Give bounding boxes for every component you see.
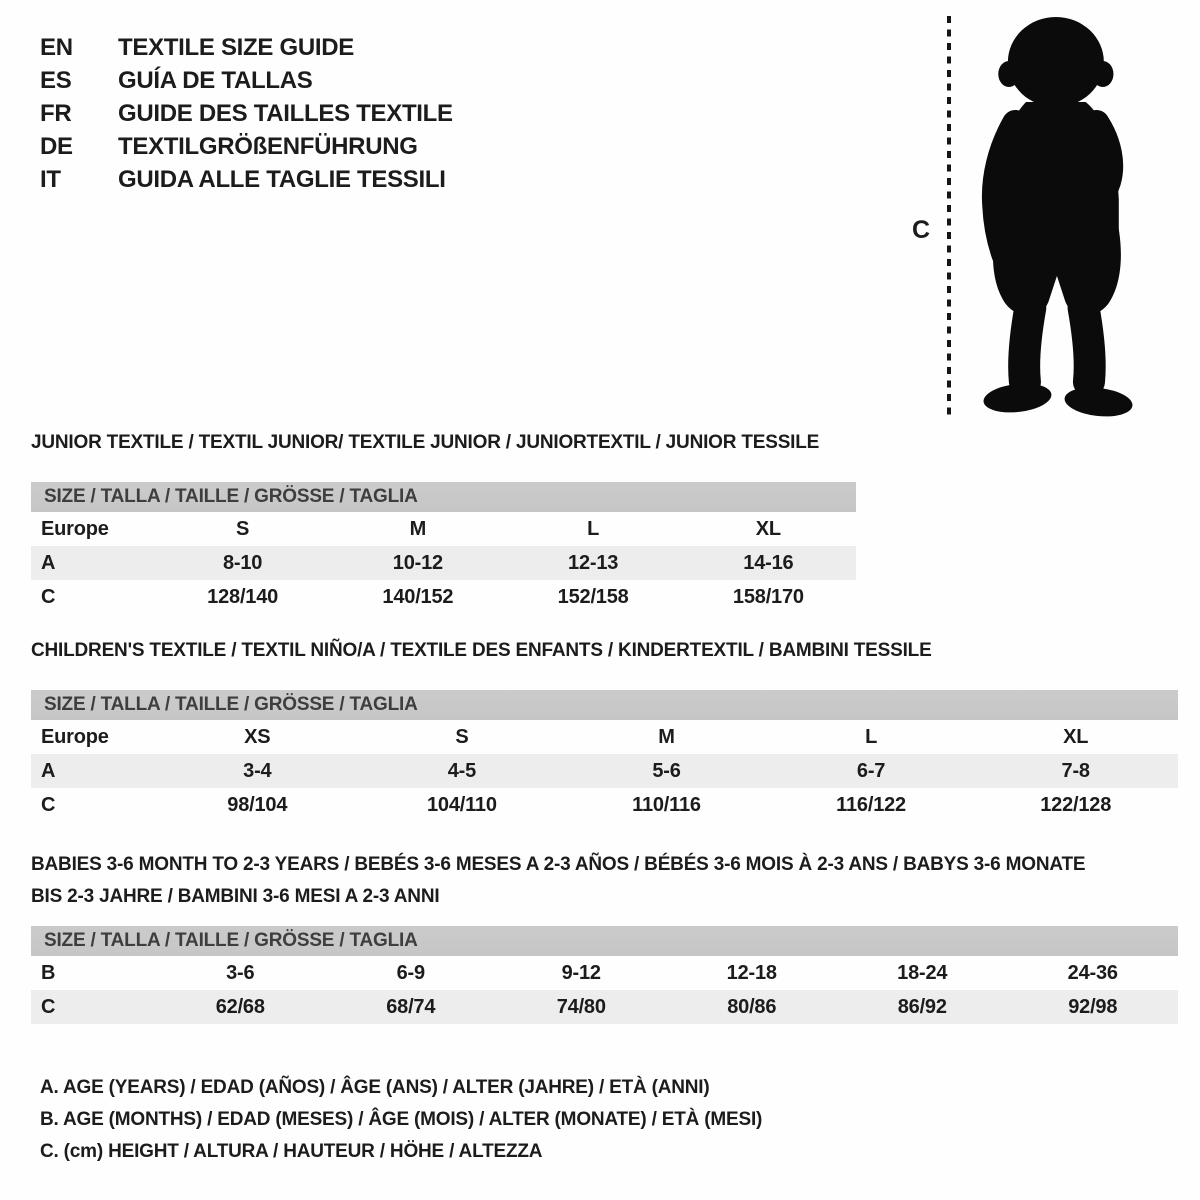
age-cell: 3-4 bbox=[243, 760, 272, 782]
height-cell: 152/158 bbox=[557, 586, 629, 608]
height-cell: 116/122 bbox=[836, 794, 906, 816]
age-cell: 12-18 bbox=[726, 962, 777, 984]
junior-size-table bbox=[31, 482, 856, 614]
age-cell: 5-6 bbox=[652, 760, 681, 782]
height-cell: 98/104 bbox=[227, 794, 288, 816]
table-row-europe bbox=[31, 720, 1178, 754]
lang-code: IT bbox=[40, 166, 61, 193]
table-row-europe bbox=[31, 512, 856, 546]
height-cell: 128/140 bbox=[207, 586, 279, 608]
height-cell: 80/86 bbox=[727, 996, 777, 1018]
height-cell: 110/116 bbox=[632, 794, 701, 816]
lang-row-fr bbox=[40, 97, 453, 130]
toddler-silhouette-icon bbox=[962, 10, 1154, 420]
height-cell: 104/110 bbox=[426, 794, 497, 816]
size-cell: S bbox=[455, 726, 469, 748]
lang-label: GUIDE DES TAILLES TEXTILE bbox=[118, 100, 453, 127]
age-cell: 7-8 bbox=[1061, 760, 1090, 782]
row-label: C bbox=[41, 586, 56, 608]
section-babies-textile bbox=[31, 849, 1178, 1024]
lang-row-en bbox=[40, 31, 453, 64]
age-cell: 3-6 bbox=[226, 962, 255, 984]
lang-label: TEXTILE SIZE GUIDE bbox=[118, 34, 354, 61]
language-title-list bbox=[40, 31, 453, 196]
height-measure-label: C bbox=[912, 216, 931, 244]
table-row-height bbox=[31, 990, 1178, 1024]
children-size-table bbox=[31, 690, 1178, 822]
row-label: C bbox=[41, 794, 56, 816]
age-cell: 9-12 bbox=[561, 962, 601, 984]
height-dashed-line bbox=[947, 16, 951, 416]
age-cell: 12-13 bbox=[568, 552, 619, 574]
row-label: A bbox=[41, 552, 56, 574]
table-row-age-months bbox=[31, 956, 1178, 990]
height-cell: 158/170 bbox=[732, 586, 804, 608]
legend-line-a: A. AGE (YEARS) / EDAD (AÑOS) / ÂGE (ANS) / ALTER (JAHRE) / ETÀ (ANNI) bbox=[40, 1077, 710, 1098]
lang-label: TEXTILGRÖßENFÜHRUNG bbox=[118, 133, 418, 160]
age-cell: 4-5 bbox=[447, 760, 477, 782]
age-cell: 10-12 bbox=[392, 552, 443, 574]
legend-line-b: B. AGE (MONTHS) / EDAD (MESES) / ÂGE (MOIS) / ALTER (MONATE) / ETÀ (MESI) bbox=[40, 1109, 763, 1130]
lang-code: ES bbox=[40, 67, 72, 94]
age-cell: 14-16 bbox=[743, 552, 794, 574]
lang-row-it bbox=[40, 163, 453, 196]
size-cell: XS bbox=[244, 726, 271, 748]
row-label: A bbox=[41, 760, 56, 782]
height-cell: 140/152 bbox=[382, 586, 454, 608]
lang-code: EN bbox=[40, 34, 73, 61]
section-title: BABIES 3-6 MONTH TO 2-3 YEARS / BEBÉS 3-6 MESES A 2-3 AÑOS / BÉBÉS 3-6 MOIS À 2-3 ANS / BABYS 3-6 MONATE BIS 2-3 JAHRE / BAMBINI 3-6 MESI A 2-3 ANNI bbox=[31, 854, 1086, 907]
age-cell: 24-36 bbox=[1067, 962, 1118, 984]
height-cell: 74/80 bbox=[556, 996, 606, 1018]
lang-label: GUÍA DE TALLAS bbox=[118, 67, 313, 94]
height-cell: 86/92 bbox=[897, 996, 947, 1018]
size-table-header: SIZE / TALLA / TAILLE / GRÖSSE / TAGLIA bbox=[31, 690, 1178, 720]
size-cell: S bbox=[236, 518, 250, 540]
legend-line-c: C. (cm) HEIGHT / ALTURA / HAUTEUR / HÖHE / ALTEZZA bbox=[40, 1141, 543, 1162]
row-label: Europe bbox=[41, 518, 109, 540]
height-measure-figure bbox=[900, 8, 1175, 426]
row-label: B bbox=[41, 962, 56, 984]
height-cell: 122/128 bbox=[1040, 794, 1112, 816]
lang-row-es bbox=[40, 64, 453, 97]
section-junior-textile bbox=[31, 431, 856, 614]
table-row-age bbox=[31, 546, 856, 580]
lang-code: FR bbox=[40, 100, 72, 127]
lang-row-de bbox=[40, 130, 453, 163]
size-cell: M bbox=[658, 726, 675, 748]
size-cell: L bbox=[865, 726, 878, 748]
age-cell: 8-10 bbox=[223, 552, 263, 574]
babies-size-table bbox=[31, 926, 1178, 1024]
height-cell: 92/98 bbox=[1068, 996, 1118, 1018]
age-cell: 6-7 bbox=[856, 760, 886, 782]
size-table-header: SIZE / TALLA / TAILLE / GRÖSSE / TAGLIA bbox=[31, 482, 856, 512]
size-cell: XL bbox=[1063, 726, 1089, 748]
lang-label: GUIDA ALLE TAGLIE TESSILI bbox=[118, 166, 446, 193]
section-title: CHILDREN'S TEXTILE / TEXTIL NIÑO/A / TEXTILE DES ENFANTS / KINDERTEXTIL / BAMBINI TESSILE bbox=[31, 640, 932, 661]
table-row-height bbox=[31, 580, 856, 614]
table-row-age bbox=[31, 754, 1178, 788]
size-table-header: SIZE / TALLA / TAILLE / GRÖSSE / TAGLIA bbox=[31, 926, 1178, 956]
size-cell: XL bbox=[755, 518, 781, 540]
table-row-height bbox=[31, 788, 1178, 822]
age-cell: 6-9 bbox=[396, 962, 425, 984]
age-cell: 18-24 bbox=[897, 962, 948, 984]
row-label: Europe bbox=[41, 726, 109, 748]
height-cell: 62/68 bbox=[215, 996, 265, 1018]
measure-legend bbox=[40, 1072, 762, 1168]
size-cell: L bbox=[587, 518, 600, 540]
height-cell: 68/74 bbox=[386, 996, 436, 1018]
lang-code: DE bbox=[40, 133, 73, 160]
size-cell: M bbox=[409, 518, 427, 540]
row-label: C bbox=[41, 996, 56, 1018]
section-childrens-textile bbox=[31, 639, 1178, 822]
section-title: JUNIOR TEXTILE / TEXTIL JUNIOR/ TEXTILE JUNIOR / JUNIORTEXTIL / JUNIOR TESSILE bbox=[31, 432, 820, 453]
